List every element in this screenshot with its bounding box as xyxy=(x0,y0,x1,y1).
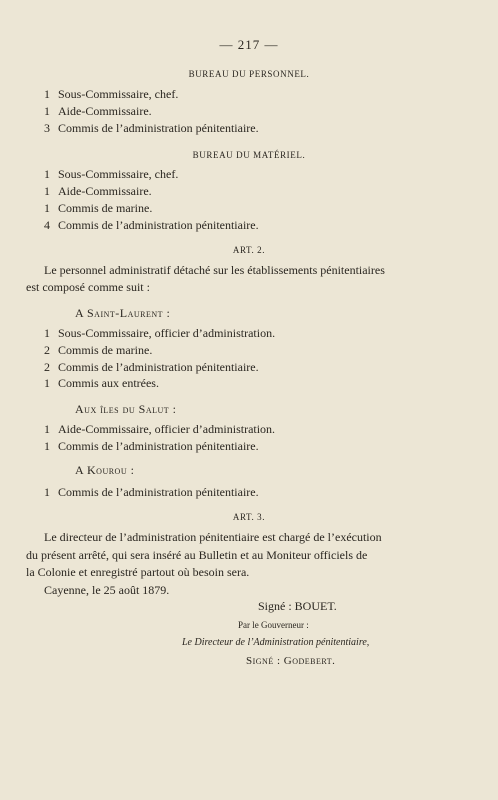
list-item: 1 Sous-Commissaire, chef. xyxy=(44,87,179,101)
list-item: 2 Commis de marine. xyxy=(44,343,153,357)
list-item: 3 Commis de l’administration pénitentiaire. xyxy=(44,121,259,135)
article-3-heading: ART. 3. xyxy=(232,512,266,522)
bureau-personnel-heading: BUREAU DU PERSONNEL. xyxy=(188,69,310,79)
signature-by: Par le Gouverneur : xyxy=(238,620,309,630)
art2-intro-line1: Le personnel administratif détaché sur les établissements pénitentiaires xyxy=(44,263,385,277)
article-2-heading: ART. 2. xyxy=(232,245,266,255)
list-item: 2 Commis de l’administration pénitentiaire. xyxy=(44,360,259,374)
list-item: 4 Commis de l’administration pénitentiaire. xyxy=(44,218,259,232)
kourou-heading: A Kourou : xyxy=(75,463,135,477)
iles-salut-heading: Aux îles du Salut : xyxy=(75,402,177,416)
list-item: 1 Aide-Commissaire. xyxy=(44,104,152,118)
art3-line1: Le directeur de l’administration pénitentiaire est chargé de l’exécution xyxy=(44,530,382,544)
list-item: 1 Sous-Commissaire, chef. xyxy=(44,167,179,181)
list-item: 1 Sous-Commissaire, officier d’administration. xyxy=(44,326,276,340)
list-item: 1 Commis de marine. xyxy=(44,201,153,215)
list-item: 1 Aide-Commissaire. xyxy=(44,184,152,198)
signature-bouet: Signé : BOUET. xyxy=(258,599,337,613)
signature-title: Le Directeur de l’Administration pénitentiaire, xyxy=(182,637,370,648)
list-item: 1 Commis aux entrées. xyxy=(44,376,159,390)
list-item: 1 Commis de l’administration pénitentiaire. xyxy=(44,439,259,453)
art3-line2: du présent arrêté, qui sera inséré au Bulletin et au Moniteur officiels de xyxy=(26,548,368,562)
art2-intro-line2: est composé comme suit : xyxy=(26,280,150,294)
date-line: Cayenne, le 25 août 1879. xyxy=(44,583,170,597)
bureau-materiel-heading: BUREAU DU MATÉRIEL. xyxy=(192,150,306,160)
list-item: 1 Aide-Commissaire, officier d’administration. xyxy=(44,422,276,436)
art3-line3: la Colonie et enregistré partout où besoin sera. xyxy=(26,565,250,579)
saint-laurent-heading: A Saint-Laurent : xyxy=(75,306,171,320)
list-item: 1 Commis de l’administration pénitentiaire. xyxy=(44,485,259,499)
signature-godebert: Signé : Godebert. xyxy=(246,655,336,667)
page-number: — 217 — xyxy=(219,37,279,52)
